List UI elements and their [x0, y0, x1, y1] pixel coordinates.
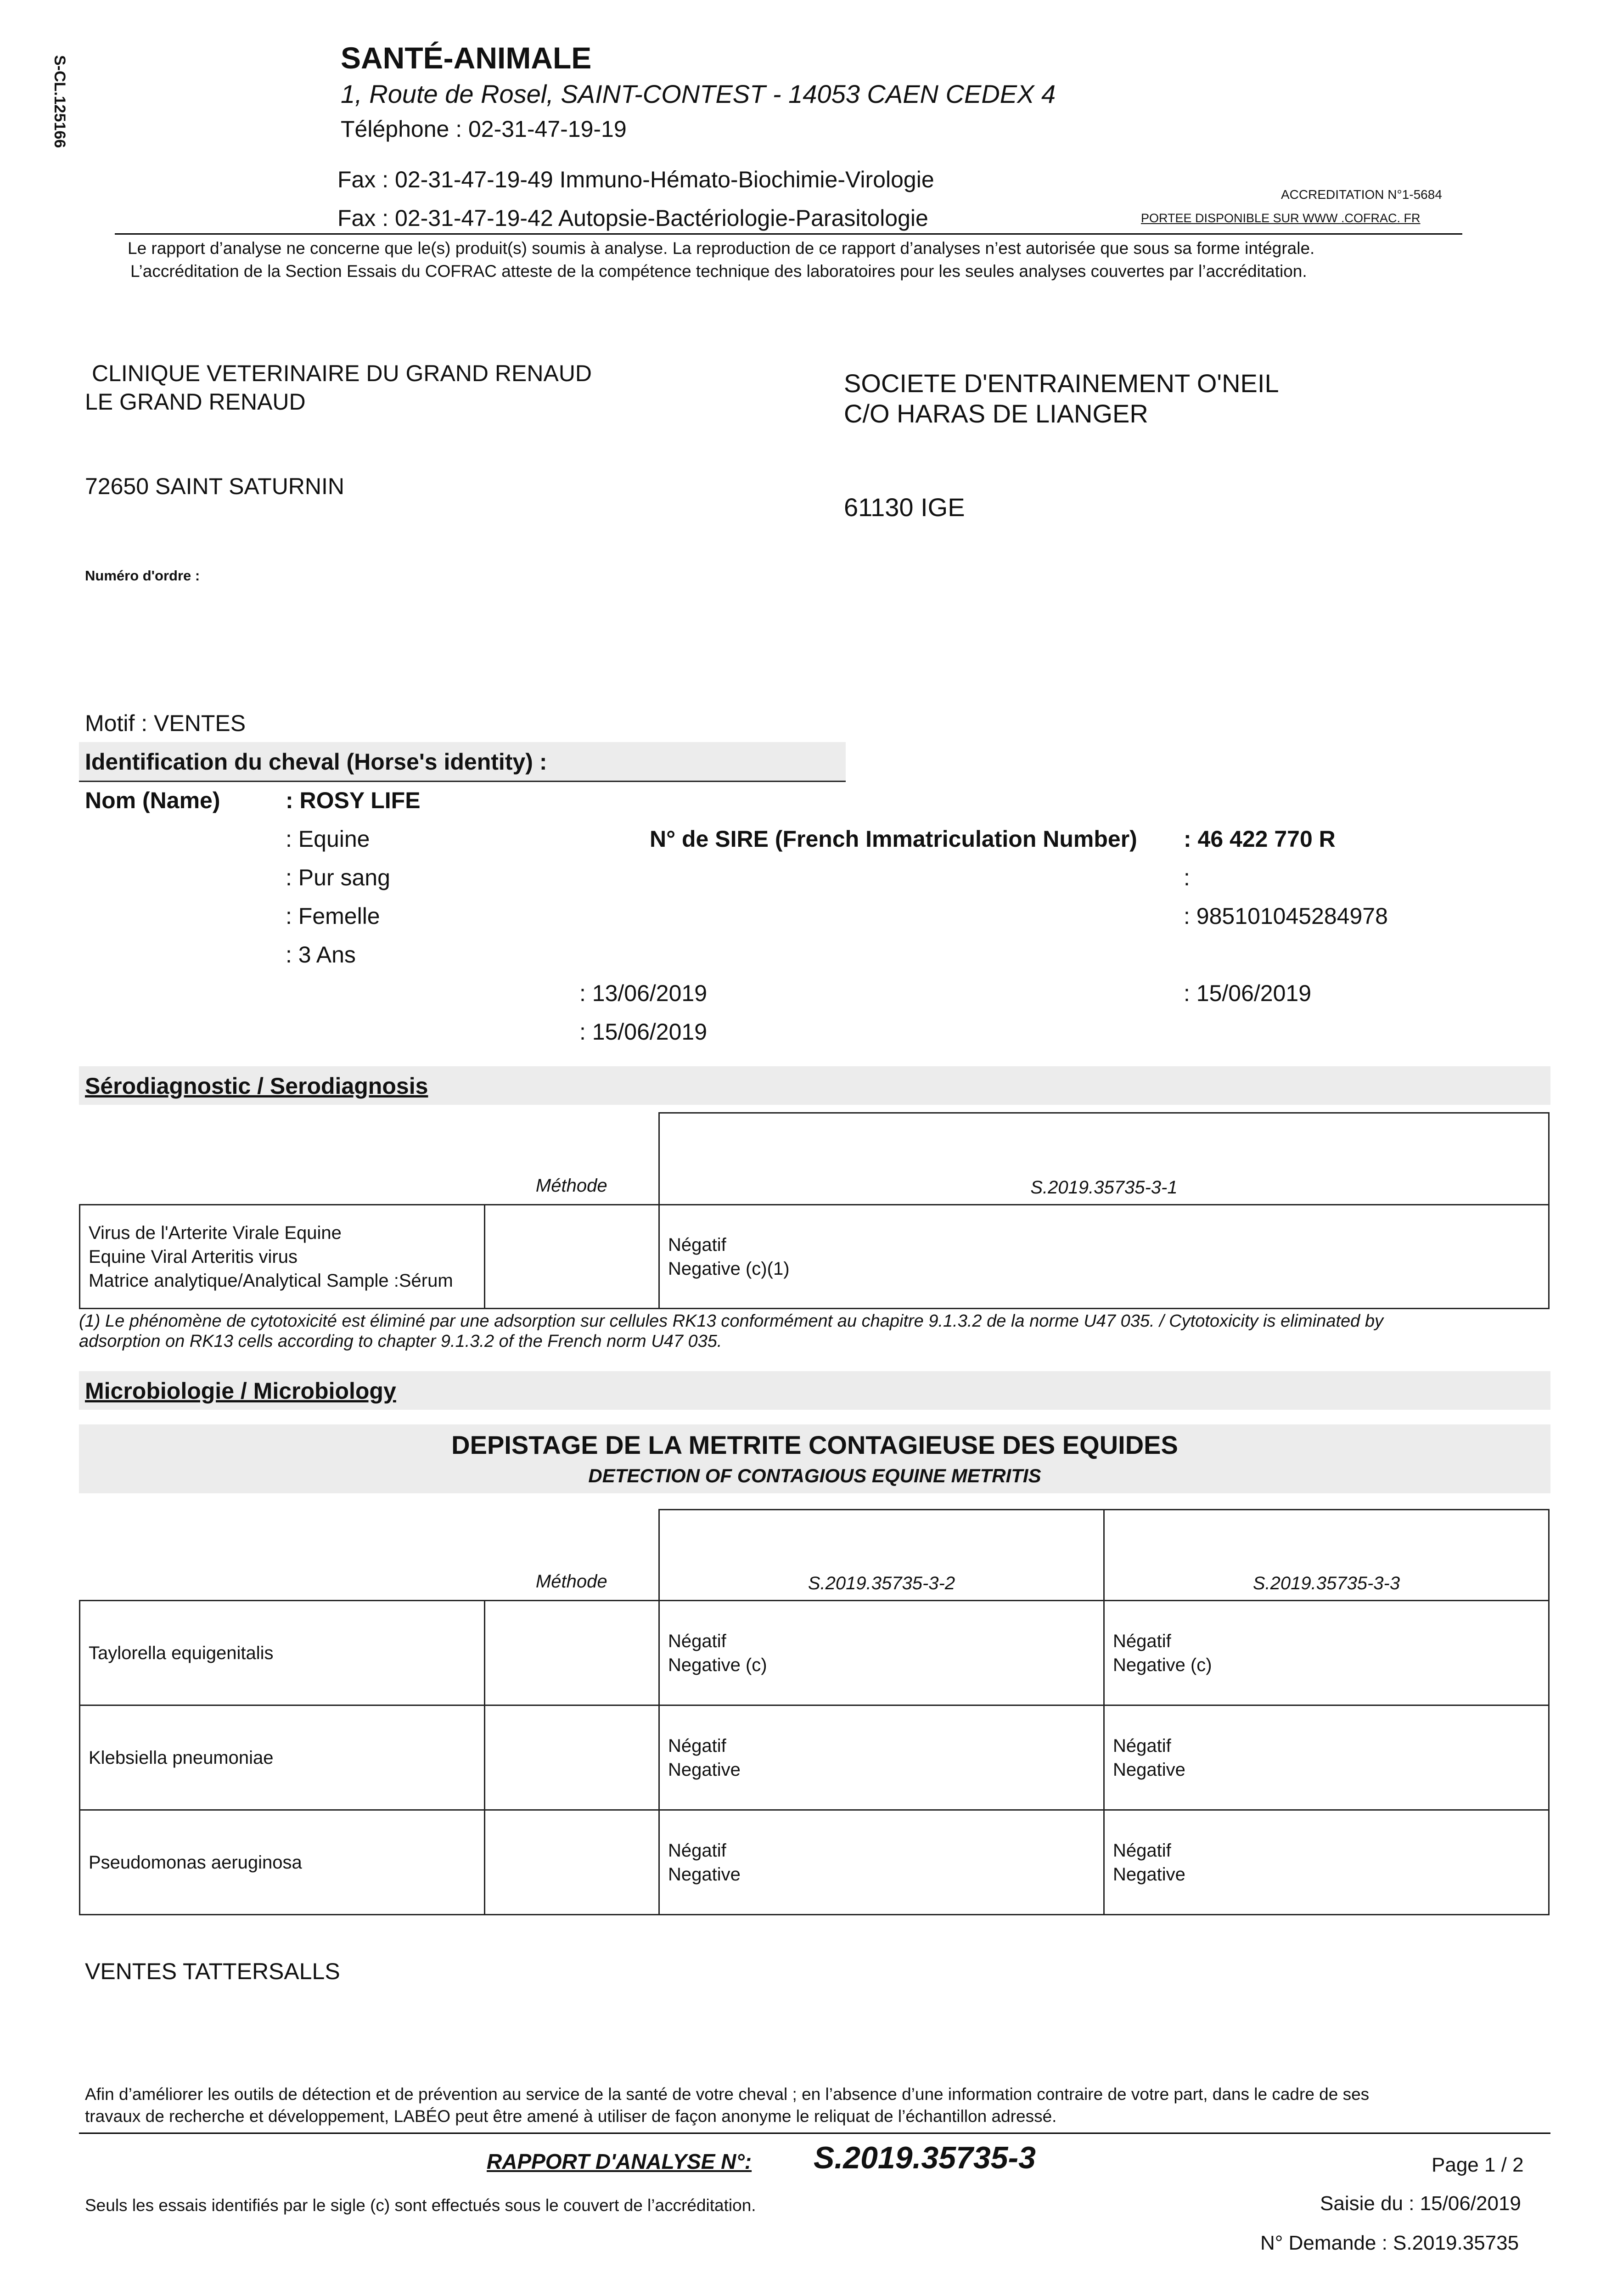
- header-rule: [115, 233, 1462, 235]
- motif: Motif : VENTES: [85, 710, 246, 736]
- saisie-date: Saisie du : 15/06/2019: [1320, 2192, 1521, 2215]
- identity-title: Identification du cheval (Horse's identity) :: [85, 749, 547, 775]
- micro-sample-header-2: S.2019.35735-3-3: [1104, 1510, 1549, 1601]
- cofrac-link[interactable]: PORTEE DISPONIBLE SUR WWW .COFRAC. FR: [1141, 211, 1421, 225]
- footer-rule: [79, 2133, 1550, 2134]
- recipient-city: 61130 IGE: [844, 493, 965, 522]
- date-value-3: : 15/06/2019: [1184, 980, 1312, 1006]
- micro-result-en: Negative: [1113, 1759, 1185, 1780]
- serology-result-cell: [659, 1205, 1549, 1309]
- micro-method-cell: [485, 1810, 659, 1915]
- recipient-name: SOCIETE D'ENTRAINEMENT O'NEIL: [844, 369, 1279, 398]
- micro-method-cell: [485, 1601, 659, 1705]
- research-notice-2: travaux de recherche et développement, LABÉO peut être amené à utiliser de façon anonyme le reliquat de l’échantillon adressé.: [85, 2107, 1057, 2126]
- lab-name: SANTÉ-ANIMALE: [341, 41, 592, 75]
- lab-fax-2: Fax : 02-31-47-19-42 Autopsie-Bactériologie-Parasitologie: [337, 205, 928, 231]
- sender-location: LE GRAND RENAUD: [85, 389, 306, 415]
- accreditation-number: ACCREDITATION N°1-5684: [1281, 187, 1442, 202]
- micro-result-cell: [659, 1601, 1104, 1705]
- micro-result-en: Negative: [1113, 1864, 1185, 1885]
- micro-result-cell: [1104, 1705, 1549, 1810]
- recipient-location: C/O HARAS DE LIANGER: [844, 399, 1148, 428]
- serology-method-header: Méthode: [535, 1176, 607, 1196]
- blank-field-value: :: [1184, 865, 1190, 890]
- table-row: [80, 1601, 1549, 1705]
- micro-result-fr: Négatif: [1113, 1735, 1171, 1756]
- micro-result-en: Negative (c): [668, 1654, 767, 1675]
- micro-header-spacer: [80, 1510, 485, 1601]
- lab-fax-1: Fax : 02-31-47-19-49 Immuno-Hémato-Biochimie-Virologie: [337, 167, 934, 192]
- page-indicator: Page 1 / 2: [1432, 2154, 1524, 2176]
- microbiology-title: Microbiologie / Microbiology: [85, 1378, 396, 1404]
- serology-result-line-2: Negative (c)(1): [668, 1258, 790, 1279]
- sender-name: CLINIQUE VETERINAIRE DU GRAND RENAUD: [92, 360, 592, 386]
- date-value-2: : 15/06/2019: [579, 1019, 708, 1045]
- research-notice-1: Afin d’améliorer les outils de détection et de prévention au service de la santé de votre cheval ; en l’absence d’une information contraire de votre part, dans le cadre de ses: [85, 2085, 1370, 2104]
- micro-result-en: Negative (c): [1113, 1654, 1212, 1675]
- serology-table: [79, 1112, 1550, 1309]
- horse-name-label: Nom (Name): [85, 788, 220, 813]
- cem-banner-title: DEPISTAGE DE LA METRITE CONTAGIEUSE DES EQUIDES: [451, 1430, 1178, 1459]
- lab-address: 1, Route de Rosel, SAINT-CONTEST - 14053 CAEN CEDEX 4: [341, 79, 1056, 108]
- sire-value: : 46 422 770 R: [1184, 826, 1336, 852]
- serology-analysis-cell: [80, 1205, 485, 1309]
- horse-species: : Equine: [286, 826, 370, 852]
- micro-method-cell: [485, 1705, 659, 1810]
- micro-result-fr: Négatif: [668, 1735, 726, 1756]
- micro-result-fr: Négatif: [668, 1840, 726, 1861]
- chip-number: : 985101045284978: [1184, 903, 1388, 929]
- micro-result-cell: [1104, 1601, 1549, 1705]
- header-notice-1: Le rapport d’analyse ne concerne que le(s) produit(s) soumis à analyse. La reproduction de ce rapport d’analyses n’est autorisée que sous sa forme intégrale.: [128, 239, 1315, 258]
- table-row: [80, 1810, 1549, 1915]
- micro-result-cell: [659, 1810, 1104, 1915]
- accreditation-note: Seuls les essais identifiés par le sigle (c) sont effectués sous le couvert de l’accréditation.: [85, 2196, 756, 2215]
- header-notice-2: L’accréditation de la Section Essais du COFRAC atteste de la compétence technique des laboratoires pour les seules analyses couvertes par l’accréditation.: [130, 262, 1307, 281]
- serology-result-line-1: Négatif: [668, 1234, 726, 1255]
- sender-city: 72650 SAINT SATURNIN: [85, 473, 345, 499]
- report-number: S.2019.35735-3: [814, 2140, 1036, 2175]
- side-reference-code: S-CL.125166: [51, 55, 68, 148]
- horse-name-value: : ROSY LIFE: [286, 788, 421, 813]
- micro-method-header: Méthode: [535, 1571, 607, 1592]
- micro-result-fr: Négatif: [668, 1631, 726, 1651]
- micro-analysis-cell: Klebsiella pneumoniae: [80, 1705, 485, 1810]
- serology-title: Sérodiagnostic / Serodiagnosis: [85, 1073, 428, 1099]
- micro-result-fr: Négatif: [1113, 1631, 1171, 1651]
- table-row: [80, 1705, 1549, 1810]
- report-label: RAPPORT D'ANALYSE N°:: [487, 2150, 752, 2173]
- micro-result-cell: [1104, 1810, 1549, 1915]
- serology-analysis-line-2: Equine Viral Arteritis virus: [89, 1246, 298, 1267]
- serology-footnote-2: adsorption on RK13 cells according to chapter 9.1.3.2 of the French norm U47 035.: [79, 1332, 722, 1351]
- micro-sample-header-1: S.2019.35735-3-2: [659, 1510, 1104, 1601]
- serology-footnote-1: (1) Le phénomène de cytotoxicité est éliminé par une adsorption sur cellules RK13 conformément au chapitre 9.1.3.2 de la norme U47 035. / Cytotoxicity is eliminated by: [79, 1311, 1383, 1331]
- microbiology-table: [79, 1509, 1550, 1915]
- horse-breed: : Pur sang: [286, 865, 390, 890]
- serology-method-cell: [485, 1205, 659, 1309]
- horse-age: : 3 Ans: [286, 942, 356, 968]
- serology-analysis-line-1: Virus de l'Arterite Virale Equine: [89, 1222, 342, 1243]
- lab-telephone: Téléphone : 02-31-47-19-19: [341, 116, 627, 142]
- micro-result-cell: [659, 1705, 1104, 1810]
- serology-analysis-line-3: Matrice analytique/Analytical Sample :Sérum: [89, 1270, 453, 1291]
- micro-result-fr: Négatif: [1113, 1840, 1171, 1861]
- sire-label: N° de SIRE (French Immatriculation Number): [650, 826, 1137, 852]
- micro-analysis-cell: Pseudomonas aeruginosa: [80, 1810, 485, 1915]
- horse-sex: : Femelle: [286, 903, 380, 929]
- micro-analysis-cell: Taylorella equigenitalis: [80, 1601, 485, 1705]
- micro-result-en: Negative: [668, 1759, 741, 1780]
- serology-sample-header: S.2019.35735-3-1: [659, 1113, 1549, 1205]
- demande-number: N° Demande : S.2019.35735: [1260, 2232, 1519, 2254]
- date-value-1: : 13/06/2019: [579, 980, 708, 1006]
- order-number-label: Numéro d'ordre :: [85, 568, 200, 584]
- cem-banner-subtitle: DETECTION OF CONTAGIOUS EQUINE METRITIS: [588, 1465, 1041, 1486]
- micro-result-en: Negative: [668, 1864, 741, 1885]
- sale-note: VENTES TATTERSALLS: [85, 1958, 340, 1984]
- serology-header-spacer: [80, 1113, 485, 1205]
